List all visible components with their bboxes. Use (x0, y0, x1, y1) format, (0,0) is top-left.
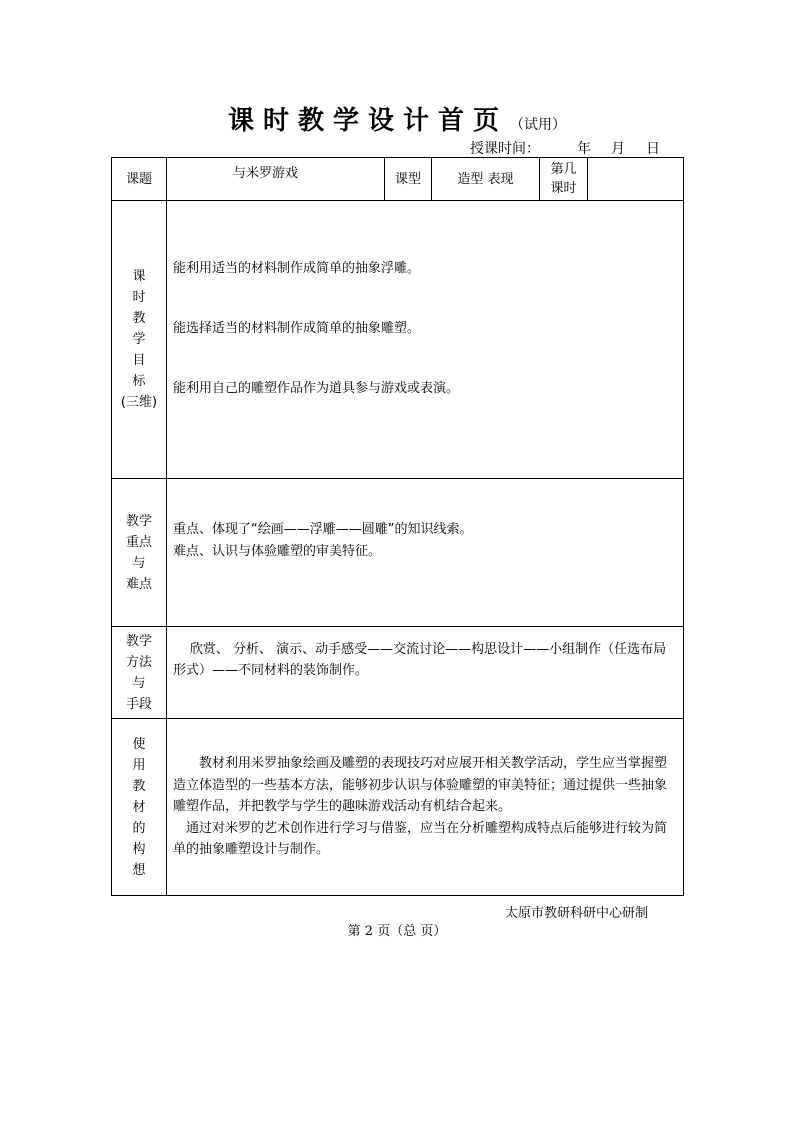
materials-paragraph-1: 教材利用米罗抽象绘画及雕塑的表现技巧对应展开相关教学活动，学生应当掌握塑造立体造型的一些基本方法，能够初步认识与体验雕塑的审美特征；通过提供一些抽象雕塑作品，并把教学与学生的趣味游戏活动有机结合起来。 (173, 756, 668, 814)
goals-label-char: 目 (132, 353, 146, 368)
methods-label-line: 教学 (125, 633, 152, 649)
materials-content (167, 719, 684, 896)
goals-content (167, 201, 684, 479)
materials-label-char: 教 (132, 778, 146, 794)
methods-content: 欣赏、 分析、 演示、动手感受——交流讨论——构思设计——小组制作（任选布局形式）——不同材料的装饰制作。 (167, 627, 684, 719)
period-value (588, 158, 684, 201)
footer-organization: 太原市教研科研中心研制 (505, 906, 649, 921)
keypoint-text: 重点、体现了“绘画——浮雕——圆雕”的知识线索。 (173, 522, 473, 537)
period-label (540, 158, 588, 201)
period-label-line-1: 第几 (550, 162, 577, 177)
methods-label-line: 与 (132, 675, 146, 691)
goals-label (112, 201, 167, 479)
materials-row (112, 719, 684, 896)
materials-label-char: 的 (132, 820, 146, 836)
page-title (0, 100, 794, 137)
materials-label-char: 用 (132, 757, 146, 773)
goals-label-char: 课 (132, 269, 146, 284)
materials-label-char: 想 (132, 862, 146, 878)
goals-label-char: 标 (132, 374, 146, 389)
difficulty-text: 难点、认识与体验雕塑的审美特征。 (173, 544, 382, 559)
title-main: 课时教学设计首页 (227, 106, 508, 136)
goals-label-char: 时 (132, 290, 146, 305)
goals-label-char: 教 (132, 311, 146, 326)
day-label: 日 (646, 141, 660, 157)
keypoints-row (112, 479, 684, 627)
materials-label-char: 构 (132, 841, 146, 857)
goal-item: 能利用适当的材料制作成简单的抽象浮雕。 (173, 261, 421, 276)
keypoints-label-line: 与 (132, 555, 146, 571)
date-label: 授课时间： (470, 141, 540, 157)
materials-label-char: 材 (132, 799, 146, 815)
keypoints-content (167, 479, 684, 627)
goals-label-char: 学 (132, 332, 146, 347)
methods-label-line: 方法 (125, 654, 152, 670)
keypoints-label-line: 教学 (125, 513, 152, 529)
lesson-plan-table (111, 157, 684, 896)
period-label-line-2: 课时 (550, 181, 577, 196)
materials-paragraph-2: 通过对米罗的艺术创作进行学习与借鉴，应当在分析雕塑构成特点后能够进行较为简单的抽象雕塑设计与制作。 (173, 820, 668, 857)
materials-label-char: 使 (132, 736, 146, 752)
topic-label: 课题 (112, 158, 167, 201)
title-note: （试用） (510, 117, 566, 133)
goals-label-char: (三维) (120, 395, 158, 410)
goals-row (112, 201, 684, 479)
month-label: 月 (611, 141, 625, 157)
methods-label-line: 手段 (125, 696, 152, 712)
keypoints-label-line: 难点 (125, 576, 152, 592)
type-label: 课型 (385, 158, 432, 201)
goal-item: 能利用自己的雕塑作品作为道具参与游戏或表演。 (173, 381, 460, 396)
year-label: 年 (577, 141, 591, 157)
topic-value: 与米罗游戏 (167, 158, 385, 201)
page-number: 第 2 页（总 页） (347, 924, 447, 939)
topic-row (112, 158, 684, 201)
materials-label (112, 719, 167, 896)
keypoints-label-line: 重点 (125, 534, 152, 550)
methods-row (112, 627, 684, 719)
methods-label (112, 627, 167, 719)
keypoints-label (112, 479, 167, 627)
goal-item: 能选择适当的材料制作成简单的抽象雕塑。 (173, 321, 421, 336)
type-value: 造型 表现 (432, 158, 540, 201)
